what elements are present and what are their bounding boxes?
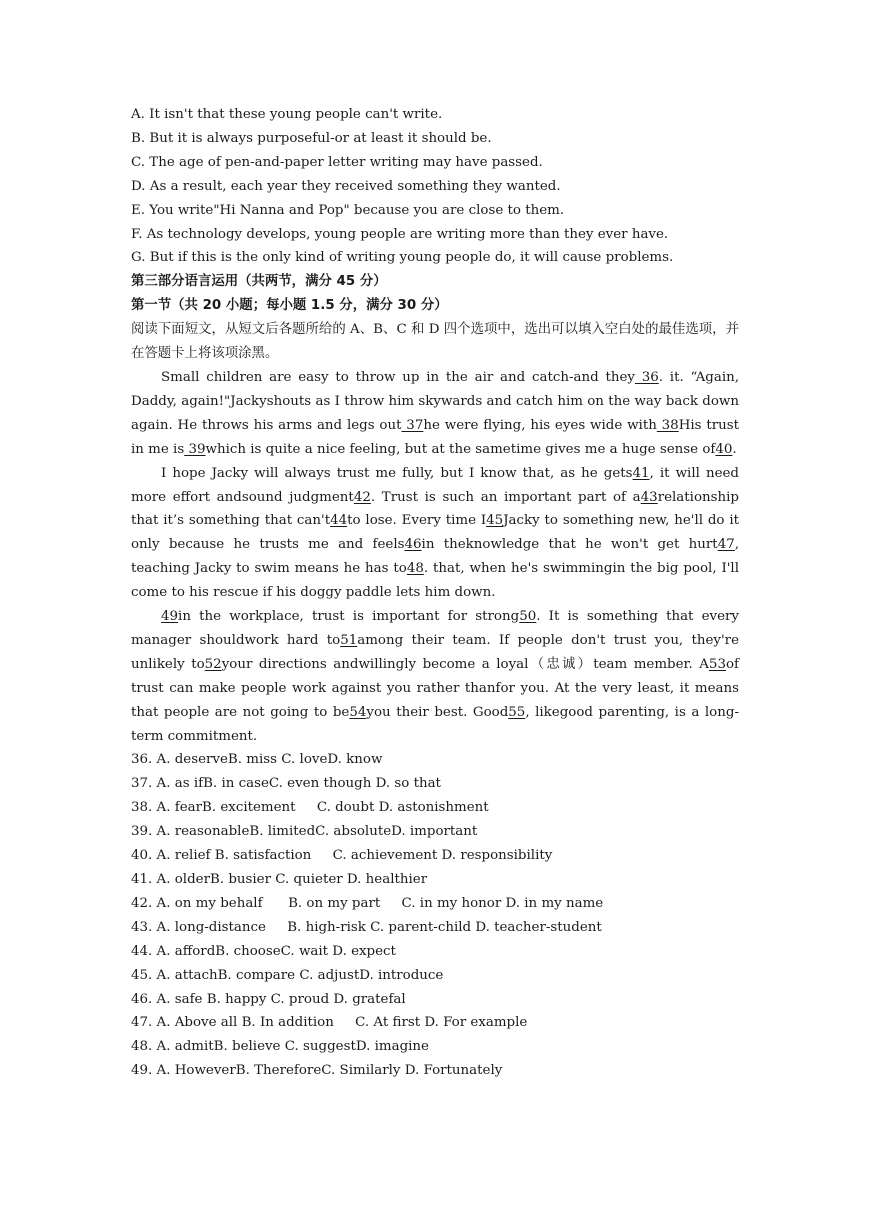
blank-52: 52 (204, 656, 222, 672)
blank-46: 46 (404, 537, 422, 553)
passage-text: . that, when he's swimmingin the big pool, I'll come to his rescue if his doggy paddle lets him down. (131, 561, 739, 601)
subsection-heading: 第一节（共 20 小题；每小题 1.5 分，满分 30 分） (131, 298, 448, 314)
option-a: A. It isn't that these young people can't write. (131, 107, 443, 122)
blank-54: 54 (349, 704, 367, 720)
question-37: 37. A. as ifB. in caseC. even though D. so that (131, 776, 441, 792)
passage-text: , likegood parenting, is a long-term commitment. (131, 704, 739, 744)
blank-40: 40 (715, 441, 733, 457)
option-c: C. The age of pen-and-paper letter writing may have passed. (131, 154, 543, 170)
question-42: 42. A. on my behalf B. on my part C. in my honor D. in my name (131, 895, 604, 911)
blank-42: 42 (353, 489, 371, 505)
question-48: 48. A. admitB. believe C. suggestD. imagine (131, 1039, 429, 1055)
question-38: 38. A. fearB. excitement C. doubt D. astonishment (131, 800, 489, 816)
blank-50: 50 (519, 609, 537, 625)
passage-text: , teaching Jacky to swim means he has to (131, 537, 739, 577)
blank-36: 36 (634, 369, 659, 385)
option-d: D. As a result, each year they received something they wanted. (131, 178, 561, 194)
passage-text: . it. “Again, Daddy, again!"Jackyshouts as I throw him skywards and catch him on the way back down again. He throws his arms and legs out (131, 369, 739, 433)
question-44: 44. A. affordB. chooseC. wait D. expect (131, 943, 396, 959)
passage-text: your directions andwillingly become a loyal（忠诚）team member. A (221, 656, 709, 672)
question-43: 43. A. long-distance B. high-risk C. parent-child D. teacher-student (131, 919, 602, 935)
passage-paragraph-3 (131, 605, 739, 748)
passage-text: . It is something that every manager shouldwork hard to (131, 609, 739, 648)
passage-text: Small children are easy to throw up in the air and catch-and they (161, 369, 635, 385)
passage-text: of trust can make people work against you rather thanfor you. At the very least, it means that people are not going to be (131, 656, 739, 720)
passage-paragraph-2 (131, 462, 739, 605)
passage-text: . Trust is such an important part of a (370, 489, 641, 505)
passage-text: . (732, 441, 737, 457)
passage-text: in theknowledge that he won't get hurt (421, 537, 718, 553)
answer-options-list (131, 103, 739, 270)
passage-text: he were flying, his eyes wide with (423, 417, 657, 433)
section-heading: 第三部分语言运用（共两节，满分 45 分） (131, 274, 387, 290)
instructions: 阅读下面短文，从短文后各题所给的 A、B、C 和 D 四个选项中，选出可以填入空白处的最佳选项，并在答题卡上将该项涂黑。 (131, 322, 739, 362)
passage-text: to lose. Every time I (347, 513, 487, 529)
passage-text: in the workplace, trust is important for strong (178, 609, 520, 625)
blank-47: 47 (717, 537, 735, 553)
question-45: 45. A. attachB. compare C. adjustD. introduce (131, 967, 444, 983)
passage-text: Jacky to something new, he'll do it only because he trusts me and feels (131, 513, 739, 553)
passage-paragraph-1 (131, 366, 739, 462)
option-f: F. As technology develops, young people are writing more than they ever have. (131, 226, 669, 242)
option-g: G. But if this is the only kind of writing young people do, it will cause problems. (131, 250, 674, 266)
passage-text: among their team. If people don't trust you, they're unlikely to (131, 632, 739, 672)
option-b: B. But it is always purposeful-or at least it should be. (131, 130, 492, 146)
blank-53: 53 (708, 656, 726, 672)
question-list (131, 748, 739, 1083)
question-46: 46. A. safe B. happy C. proud D. gratefal (131, 991, 406, 1007)
passage-text: His trust in me is (131, 417, 740, 457)
question-49: 49. A. HoweverB. ThereforeC. Similarly D. Fortunately (131, 1063, 503, 1079)
question-47: 47. A. Above all B. In addition C. At first D. For example (131, 1015, 528, 1031)
blank-45: 45 (486, 513, 504, 529)
passage-text: relationship that it’s something that can't (131, 489, 739, 529)
question-39: 39. A. reasonableB. limitedC. absoluteD. important (131, 824, 478, 840)
blank-55: 55 (508, 704, 526, 720)
blank-51: 51 (340, 632, 358, 648)
passage-text: I hope Jacky will always trust me fully, but I know that, as he gets (161, 465, 633, 481)
blank-41: 41 (632, 465, 650, 481)
blank-49: 49 (161, 609, 179, 625)
blank-39: 39 (184, 441, 206, 457)
blank-48: 48 (406, 561, 424, 577)
blank-44: 44 (330, 513, 348, 529)
question-40: 40. A. relief B. satisfaction C. achievement D. responsibility (131, 848, 553, 864)
passage-text: which is quite a nice feeling, but at the sametime gives me a huge sense of (205, 441, 716, 457)
option-e: E. You write"Hi Nanna and Pop" because you are close to them. (131, 202, 565, 218)
exam-page (131, 103, 739, 1083)
question-41: 41. A. olderB. busier C. quieter D. healthier (131, 872, 428, 887)
blank-37: 37 (401, 417, 424, 433)
question-36: 36. A. deserveB. miss C. loveD. know (131, 752, 383, 768)
passage-text: you their best. Good (366, 704, 509, 720)
blank-43: 43 (640, 489, 658, 505)
blank-38: 38 (656, 417, 679, 433)
passage-text: , it will need more effort andsound judgment (131, 465, 739, 505)
